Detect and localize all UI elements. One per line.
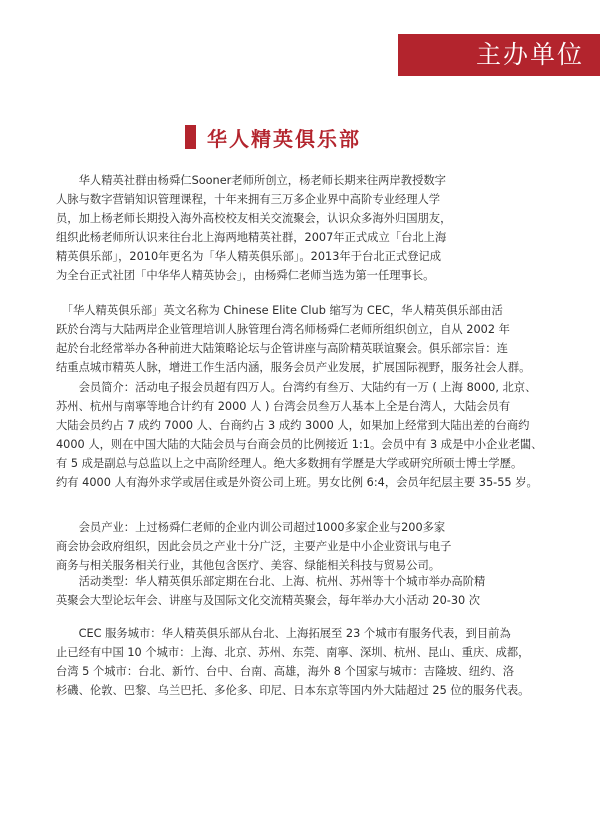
banner-label: 主办单位 bbox=[475, 40, 584, 69]
section-banner bbox=[398, 34, 600, 76]
title-marker bbox=[185, 125, 196, 149]
paragraph-activities: 活动类型：华人精英俱乐部定期在台北、上海、杭州、苏州等十个城市举办高阶精 英聚会大型论坛年会、讲座与及国际文化交流精英聚会，每年举办大小活动 20-30 次 bbox=[56, 575, 486, 607]
section-title-text: 华人精英俱乐部 bbox=[207, 126, 361, 151]
paragraph-founding: 华人精英社群由杨舜仁Sooner老师所创立，杨老师长期来往两岸教授数字 人脉与数字营销知识管理课程，十年来拥有三万多企业界中高阶专业经理人学 员，加上杨老师长期投入海外高校校友相关交流聚会，认识众多海外归国朋友， 组织此杨老师所认识来往台北上海两地精英社群，2007年正式成立「台北上海 精英俱乐部」，2010年更名为「华人精英俱乐部」。2013年于台北正式登记成 为全台正式社团「中华华人精英协会」，由杨舜仁老师当选为第一任理事长。 bbox=[56, 174, 452, 282]
paragraph-members: 会员简介：活动电子报会员超有四万人。台湾约有叁万、大陆约有一万 ( 上海 8000, 北京、 苏州、杭州与南寧等地合计约有 2000 人 ) 台湾会员叁万人基本上全是台湾人，大陆会员有 大陆会员约占 7 成约 7000 人、台商约占 3 成约 3000 人，如果加上经常到大陆出差的台商约 4000 人，则在中国大陆的大陆会员与台商会员的比例接近 1:1。会员中有 3 成是中小企业老闆、 有 5 成是副总与总监以上之中高阶经理人。绝大多数拥有学歷是大学或研究所硕士博士学歷。 约有 4000 人有海外求学或居住或是外资公司上班。男女比例 6:4，会员年纪层主要 35-55 岁。 bbox=[56, 381, 543, 489]
paragraph-club-name: 「华人精英俱乐部」英文名称为 Chinese Elite Club 缩写为 CEC，华人精英俱乐部由活 跃於台湾与大陆两岸企业管理培训人脉管理台湾名师杨舜仁老师所组织创立，自从 2002 年 起於台北经常举办各种前进大陆策略论坛与企管讲座与高阶精英联谊聚会。俱乐部宗旨：连 结重点城市精英人脉，增进工作生活内涵，服务会员产业发展，扩展国际视野，服务社会人群。 bbox=[56, 304, 531, 374]
paragraph-industries: 会员产业：上过杨舜仁老师的企业内训公司超过1000多家企业与200多家 商会协会政府组织，因此会员之产业十分广泛，主要产业是中小企业资讯与电子 商务与相关服务相关行业，其他包含医疗、美容、绿能相关科技与贸易公司。 bbox=[56, 521, 452, 572]
section-title bbox=[185, 123, 361, 151]
paragraph-cities: CEC 服务城市：华人精英俱乐部从台北、上海拓展至 23 个城市有服务代表，到目前為 止已经有中国 10 个城市：上海、北京、苏州、东莞、南寧、深圳、杭州、昆山、重庆、成都， 台湾 5 个城市：台北、新竹、台中、台南、高雄，海外 8 个国家与城市：吉隆坡、纽约、洛 杉磯、伦敦、巴黎、乌兰巴托、多伦多、印尼、日本东京等国内外大陆超过 25 位的服务代表。 bbox=[56, 627, 530, 697]
